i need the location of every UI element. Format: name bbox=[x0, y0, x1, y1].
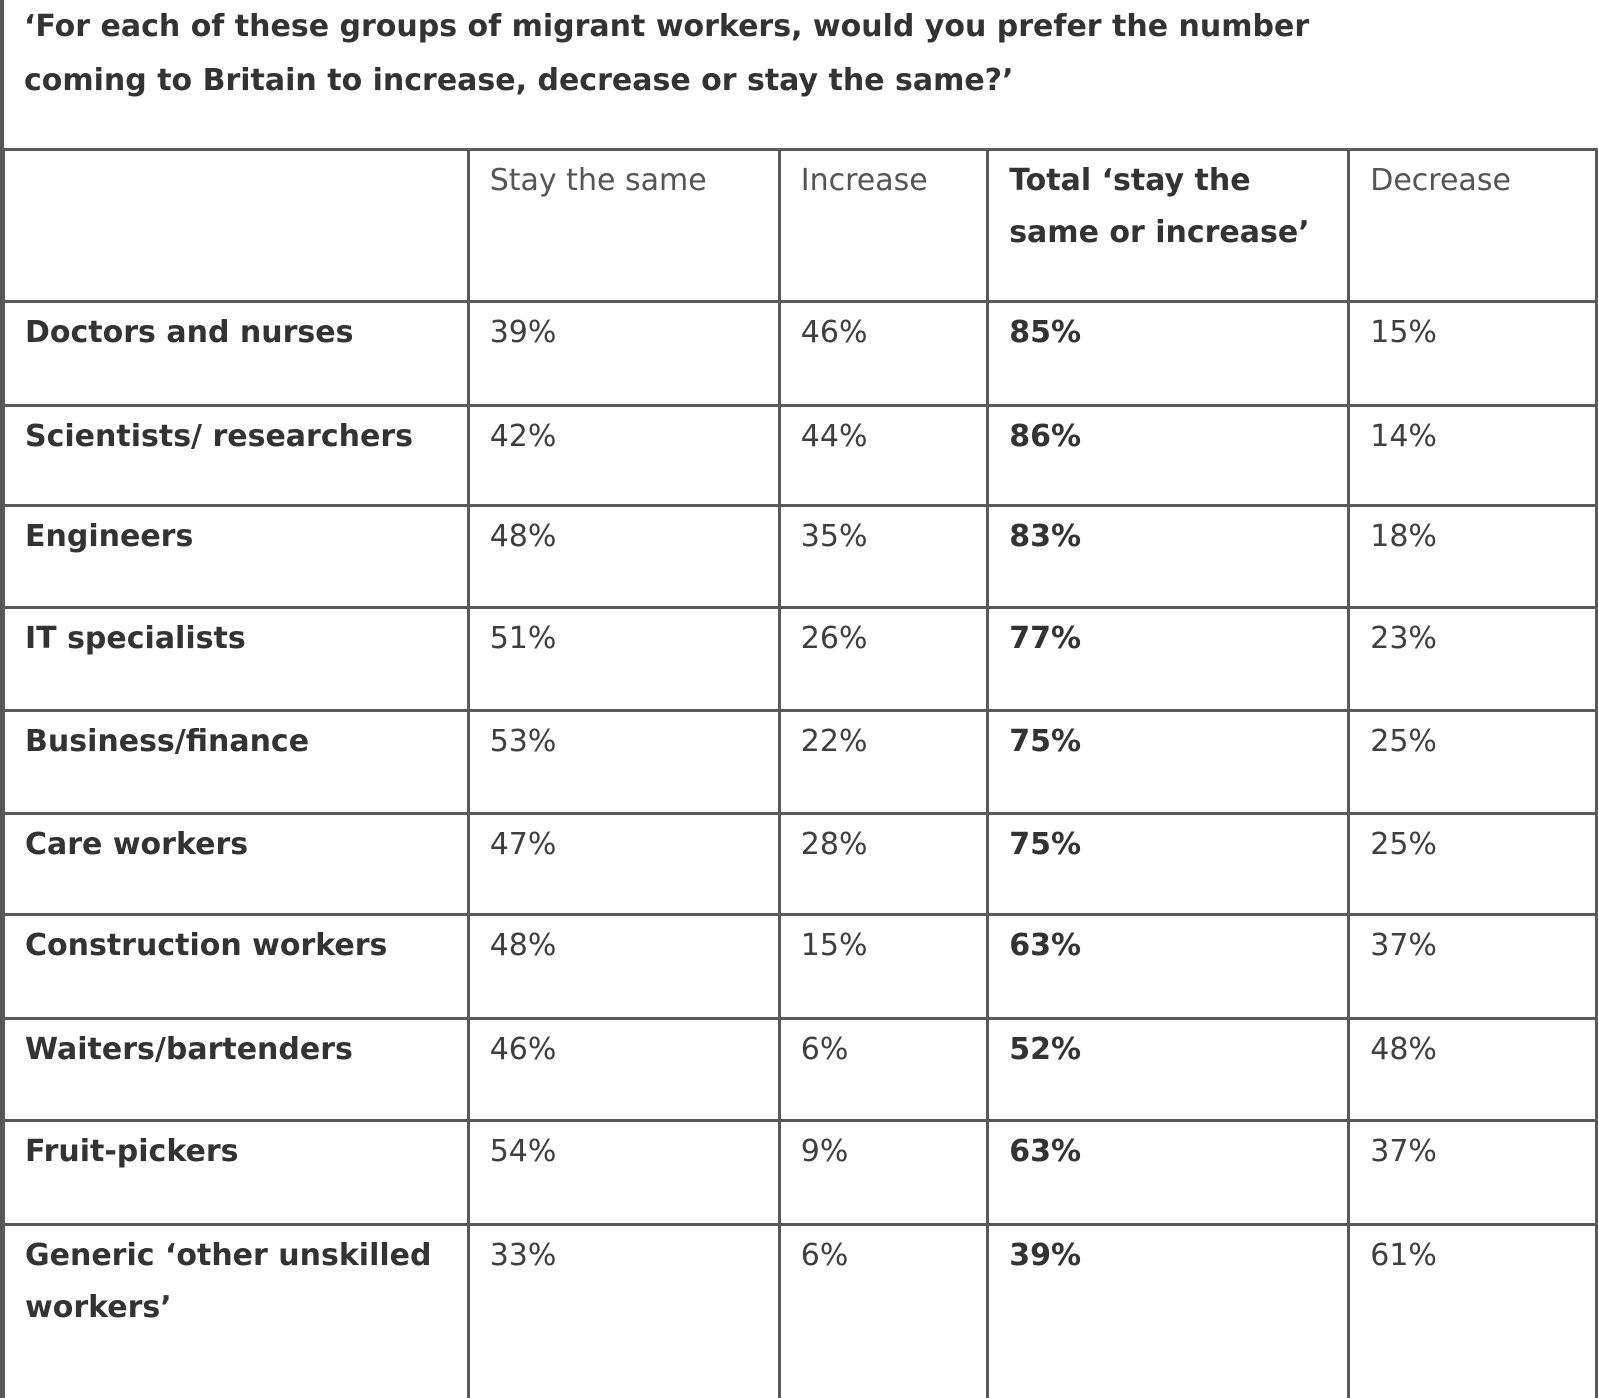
row-label: Scientists/ researchers bbox=[4, 406, 469, 506]
table-row bbox=[4, 814, 1597, 915]
header-cell-increase: Increase bbox=[779, 150, 987, 302]
table-row bbox=[4, 608, 1597, 711]
cell-total: 83% bbox=[988, 506, 1349, 608]
table-row bbox=[4, 302, 1597, 406]
table-row bbox=[4, 406, 1597, 506]
cell-total: 85% bbox=[988, 302, 1349, 406]
cell-stay-the-same: 42% bbox=[468, 406, 779, 506]
cell-increase: 28% bbox=[779, 814, 987, 915]
cell-stay-the-same: 33% bbox=[468, 1225, 779, 1398]
cell-stay-the-same: 39% bbox=[468, 302, 779, 406]
cell-decrease: 37% bbox=[1349, 915, 1597, 1019]
cell-increase: 26% bbox=[779, 608, 987, 711]
header-cell-group bbox=[4, 150, 469, 302]
cell-stay-the-same: 48% bbox=[468, 506, 779, 608]
cell-stay-the-same: 46% bbox=[468, 1019, 779, 1121]
cell-total: 86% bbox=[988, 406, 1349, 506]
cell-decrease: 25% bbox=[1349, 711, 1597, 814]
question-line-2: coming to Britain to increase, decrease or stay the same?’ bbox=[24, 63, 1014, 98]
cell-stay-the-same: 51% bbox=[468, 608, 779, 711]
survey-question bbox=[24, 0, 1584, 108]
cell-total: 77% bbox=[988, 608, 1349, 711]
cell-stay-the-same: 54% bbox=[468, 1121, 779, 1225]
cell-increase: 22% bbox=[779, 711, 987, 814]
cell-decrease: 48% bbox=[1349, 1019, 1597, 1121]
cell-stay-the-same: 47% bbox=[468, 814, 779, 915]
header-cell-decrease: Decrease bbox=[1349, 150, 1597, 302]
row-label: Fruit-pickers bbox=[4, 1121, 469, 1225]
cell-total: 52% bbox=[988, 1019, 1349, 1121]
row-label: Generic ‘other unskilled workers’ bbox=[4, 1225, 469, 1398]
row-label: Waiters/bartenders bbox=[4, 1019, 469, 1121]
cell-decrease: 37% bbox=[1349, 1121, 1597, 1225]
table-row bbox=[4, 1019, 1597, 1121]
cell-increase: 9% bbox=[779, 1121, 987, 1225]
survey-results-table bbox=[2, 148, 1598, 1398]
row-label: Care workers bbox=[4, 814, 469, 915]
header-cell-stay-the-same: Stay the same bbox=[468, 150, 779, 302]
cell-stay-the-same: 53% bbox=[468, 711, 779, 814]
cell-decrease: 23% bbox=[1349, 608, 1597, 711]
table-header-row bbox=[4, 150, 1597, 302]
cell-increase: 44% bbox=[779, 406, 987, 506]
cell-total: 63% bbox=[988, 915, 1349, 1019]
cell-decrease: 15% bbox=[1349, 302, 1597, 406]
cell-stay-the-same: 48% bbox=[468, 915, 779, 1019]
table-row bbox=[4, 506, 1597, 608]
table-row bbox=[4, 915, 1597, 1019]
row-label: Doctors and nurses bbox=[4, 302, 469, 406]
table-row bbox=[4, 1121, 1597, 1225]
cell-total: 63% bbox=[988, 1121, 1349, 1225]
row-label: Business/finance bbox=[4, 711, 469, 814]
header-cell-total: Total ‘stay the same or increase’ bbox=[988, 150, 1349, 302]
cell-decrease: 14% bbox=[1349, 406, 1597, 506]
table-row bbox=[4, 711, 1597, 814]
row-label: Construction workers bbox=[4, 915, 469, 1019]
row-label: Engineers bbox=[4, 506, 469, 608]
question-line-1: ‘For each of these groups of migrant workers, would you prefer the number bbox=[24, 9, 1310, 44]
cell-total: 75% bbox=[988, 711, 1349, 814]
cell-increase: 35% bbox=[779, 506, 987, 608]
row-label: IT specialists bbox=[4, 608, 469, 711]
cell-increase: 6% bbox=[779, 1019, 987, 1121]
cell-increase: 46% bbox=[779, 302, 987, 406]
cell-decrease: 18% bbox=[1349, 506, 1597, 608]
cell-decrease: 61% bbox=[1349, 1225, 1597, 1398]
table-row bbox=[4, 1225, 1597, 1398]
cell-increase: 6% bbox=[779, 1225, 987, 1398]
cell-total: 75% bbox=[988, 814, 1349, 915]
cell-increase: 15% bbox=[779, 915, 987, 1019]
cell-total: 39% bbox=[988, 1225, 1349, 1398]
cell-decrease: 25% bbox=[1349, 814, 1597, 915]
